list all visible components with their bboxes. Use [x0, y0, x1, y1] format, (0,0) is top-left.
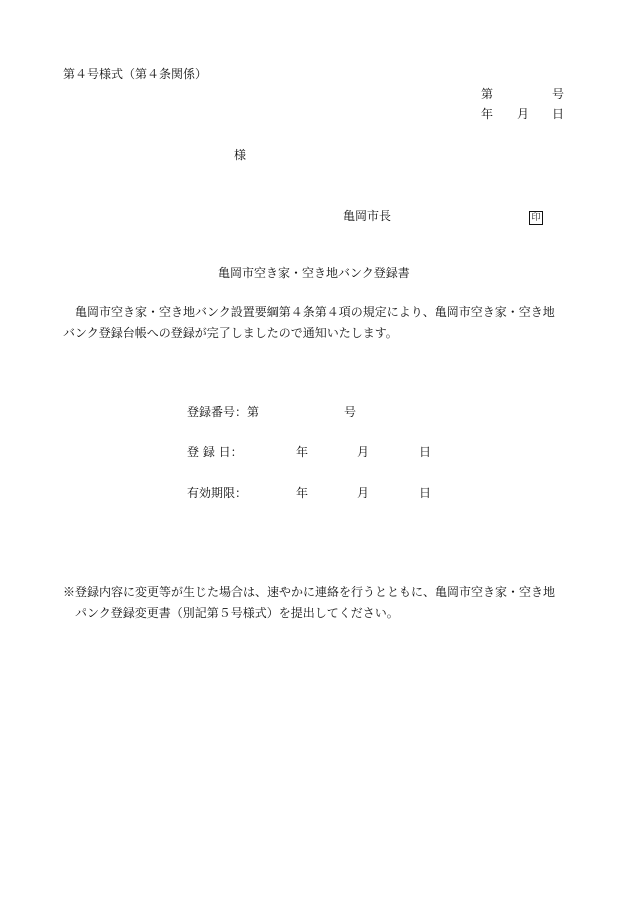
- date-month: 月: [517, 107, 530, 121]
- body-text-line2: バンク登録台帳への登録が完了しましたので通知いたします。: [63, 326, 398, 340]
- reg-number-suffix: 号: [344, 405, 357, 419]
- date-year: 年: [481, 107, 494, 121]
- reg-date-day: 日: [419, 445, 432, 459]
- seal-icon: 印: [529, 211, 543, 225]
- expiry-month: 月: [357, 486, 370, 500]
- note-line1: ※登録内容に変更等が生じた場合は、速やかに連絡を行うとともに、亀岡市空き家・空き地: [63, 585, 556, 599]
- doc-number-suffix: 号: [552, 87, 565, 101]
- reg-date-month: 月: [357, 445, 370, 459]
- expiry-label: 有効期限：: [187, 486, 248, 500]
- issuer-seal-wrapper: [529, 208, 543, 225]
- expiry-day: 日: [419, 486, 432, 500]
- form-label: 第４号様式（第４条関係）: [63, 67, 208, 81]
- document-title: 亀岡市空き家・空き地バンク登録書: [218, 266, 410, 280]
- reg-date-label: 登 録 日：: [187, 445, 243, 459]
- body-text-line1: 亀岡市空き家・空き地バンク設置要綱第４条第４項の規定により、亀岡市空き家・空き地: [75, 305, 555, 319]
- reg-number-label: 登録番号：第: [187, 405, 260, 419]
- doc-number-prefix: 第: [481, 87, 494, 101]
- addressee-suffix: 様: [234, 148, 247, 162]
- date-day: 日: [552, 107, 565, 121]
- issuer-title: 亀岡市長: [343, 209, 392, 223]
- expiry-year: 年: [296, 486, 309, 500]
- note-line2: パンク登録変更書（別記第５号様式）を提出してください。: [75, 606, 399, 620]
- reg-date-year: 年: [296, 445, 309, 459]
